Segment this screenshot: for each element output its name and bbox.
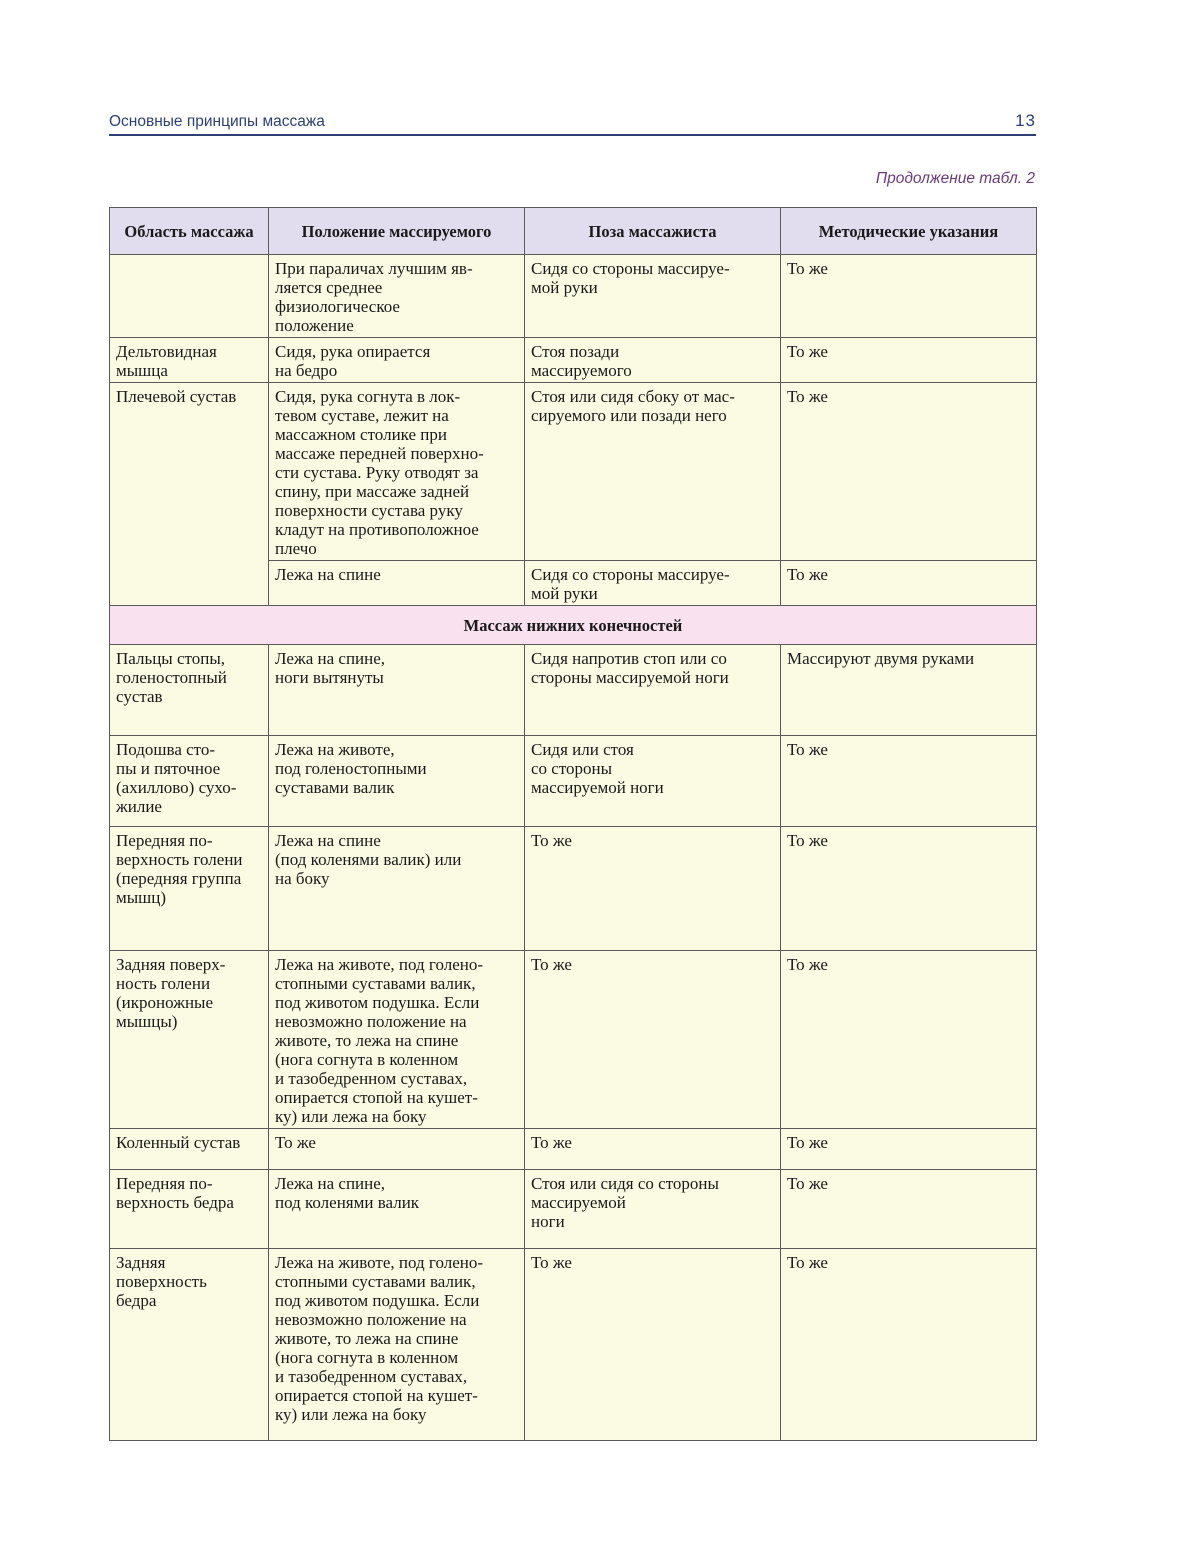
running-header bbox=[109, 108, 1036, 136]
cell-position: Лежа на спине (под коленями валик) или на боку bbox=[269, 827, 525, 951]
page-number: 13 bbox=[1015, 111, 1036, 130]
table-row bbox=[110, 1129, 1037, 1170]
cell-notes: То же bbox=[781, 736, 1037, 827]
table-row bbox=[110, 338, 1037, 383]
column-header-notes: Методические указания bbox=[781, 208, 1037, 255]
massage-table bbox=[109, 207, 1037, 1441]
cell-area: Пальцы стопы, голеностопный сустав bbox=[110, 645, 269, 736]
table-row bbox=[110, 645, 1037, 736]
cell-position: Сидя, рука опирается на бедро bbox=[269, 338, 525, 383]
cell-notes: То же bbox=[781, 827, 1037, 951]
cell-position: То же bbox=[269, 1129, 525, 1170]
cell-position: Лежа на животе, под голеностопными суставами валик bbox=[269, 736, 525, 827]
cell-area: Задняя поверх- ность голени (икроножные мышцы) bbox=[110, 951, 269, 1129]
cell-position: Сидя, рука согнута в лок- тевом суставе, лежит на массажном столике при массаже передней поверхно- сти сустава. Руку отводят за спину, при массаже задней поверхности сустава руку кладут на противоположное плечо bbox=[269, 383, 525, 561]
table-row bbox=[110, 736, 1037, 827]
column-header-pose: Поза массажиста bbox=[525, 208, 781, 255]
cell-area: Задняя поверхность бедра bbox=[110, 1249, 269, 1441]
cell-position: При параличах лучшим яв- ляется среднее физиологическое положение bbox=[269, 255, 525, 338]
table-row bbox=[110, 255, 1037, 338]
section-row bbox=[110, 606, 1037, 645]
cell-area: Передняя по- верхность голени (передняя группа мышц) bbox=[110, 827, 269, 951]
cell-pose: Стоя или сидя со стороны массируемой ноги bbox=[525, 1170, 781, 1249]
cell-notes: То же bbox=[781, 338, 1037, 383]
cell-pose: То же bbox=[525, 1249, 781, 1441]
cell-notes: То же bbox=[781, 1129, 1037, 1170]
cell-notes: То же bbox=[781, 1249, 1037, 1441]
cell-position: Лежа на животе, под голено- стопными суставами валик, под животом подушка. Если невозможно положение на животе, то лежа на спине (нога согнута в коленном и тазобедренном суставах, опирается стопой на кушет- ку) или лежа на боку bbox=[269, 951, 525, 1129]
cell-area: Коленный сустав bbox=[110, 1129, 269, 1170]
cell-position: Лежа на спине, под коленями валик bbox=[269, 1170, 525, 1249]
column-header-area: Область массажа bbox=[110, 208, 269, 255]
cell-notes: То же bbox=[781, 255, 1037, 338]
cell-pose: То же bbox=[525, 951, 781, 1129]
cell-notes: То же bbox=[781, 561, 1037, 606]
cell-area: Дельтовидная мышца bbox=[110, 338, 269, 383]
section-title: Массаж нижних конечностей bbox=[110, 606, 1037, 645]
cell-notes: Массируют двумя руками bbox=[781, 645, 1037, 736]
cell-pose: Стоя или сидя сбоку от мас- сируемого или позади него bbox=[525, 383, 781, 561]
table-row bbox=[110, 827, 1037, 951]
table-row bbox=[110, 383, 1037, 561]
cell-notes: То же bbox=[781, 1170, 1037, 1249]
table-caption: Продолжение табл. 2 bbox=[875, 170, 1035, 187]
cell-position: Лежа на животе, под голено- стопными суставами валик, под животом подушка. Если невозможно положение на животе, то лежа на спине (нога согнута в коленном и тазобедренном суставах, опирается стопой на кушет- ку) или лежа на боку bbox=[269, 1249, 525, 1441]
cell-pose: Сидя со стороны массируе- мой руки bbox=[525, 561, 781, 606]
running-title: Основные принципы массажа bbox=[109, 113, 325, 130]
cell-pose: То же bbox=[525, 1129, 781, 1170]
cell-notes: То же bbox=[781, 951, 1037, 1129]
cell-area: Подошва сто- пы и пяточное (ахиллово) сухо- жилие bbox=[110, 736, 269, 827]
cell-notes: То же bbox=[781, 383, 1037, 561]
table-row bbox=[110, 951, 1037, 1129]
table-row bbox=[110, 1170, 1037, 1249]
cell-area: Передняя по- верхность бедра bbox=[110, 1170, 269, 1249]
cell-pose: Сидя со стороны массируе- мой руки bbox=[525, 255, 781, 338]
cell-area: Плечевой сустав bbox=[110, 383, 269, 606]
cell-pose: То же bbox=[525, 827, 781, 951]
cell-position: Лежа на спине, ноги вытянуты bbox=[269, 645, 525, 736]
cell-area bbox=[110, 255, 269, 338]
table-header-row bbox=[110, 208, 1037, 255]
cell-pose: Сидя напротив стоп или со стороны массируемой ноги bbox=[525, 645, 781, 736]
column-header-position: Положение массируемого bbox=[269, 208, 525, 255]
cell-pose: Сидя или стоя со стороны массируемой ноги bbox=[525, 736, 781, 827]
cell-position: Лежа на спине bbox=[269, 561, 525, 606]
table-row bbox=[110, 1249, 1037, 1441]
cell-pose: Стоя позади массируемого bbox=[525, 338, 781, 383]
